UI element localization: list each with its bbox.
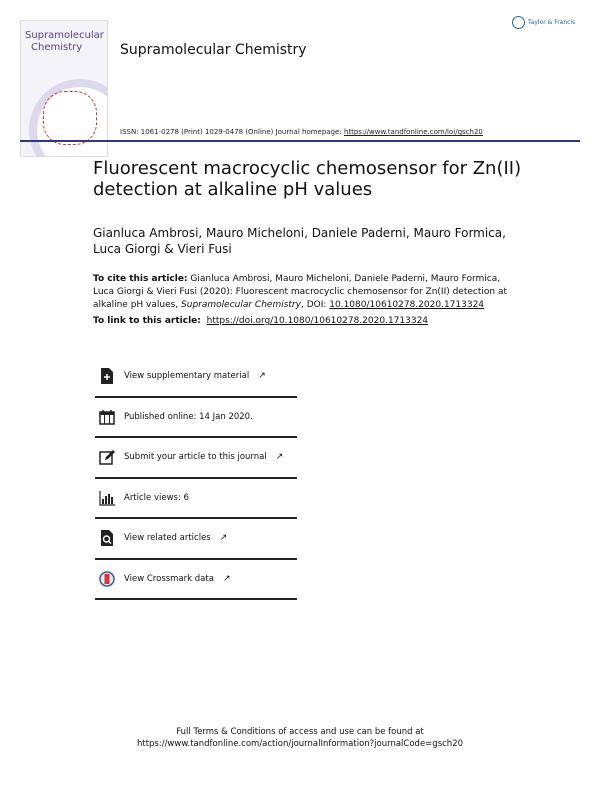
article-title: Fluorescent macrocyclic chemosensor for Zn(II) detection at alkaline pH values [93,158,522,200]
bar-chart-icon [99,490,115,506]
footer: Full Terms & Conditions of access and use can be found at https://www.tandfonline.com/action/journalInformation?journalCode=gsch20 [0,726,600,750]
edit-icon [99,449,115,465]
search-document-icon [99,530,115,546]
issn-line: ISSN: 1061-0278 (Print) 1029-0478 (Online) Journal homepage: https://www.tandfonline.com/loi/gsch20 [120,128,483,136]
doi-link[interactable]: 10.1080/10610278.2020.1713324 [329,300,485,310]
external-link-icon: ↗ [222,573,231,584]
publisher-logo: Taylor & Francis [512,16,575,29]
external-link-icon: ↗ [258,371,266,382]
tf-logo-icon [512,16,525,29]
cover-title-2: Chemistry [31,42,83,53]
article-links-list [95,357,297,600]
calendar-icon [99,409,115,425]
external-link-icon: ↗ [275,452,284,463]
header-divider [20,140,580,142]
article-link: To link to this article: https://doi.org/10.1080/10610278.2020.1713324 [93,316,429,326]
journal-cover-image [20,20,108,157]
views-row: Article views: 6 [95,479,297,520]
related-row[interactable]: View related articles ↗ [95,519,297,560]
molecule-image [43,91,97,145]
crossmark-icon [99,571,115,587]
external-link-icon: ↗ [219,533,228,544]
supplementary-row[interactable]: View supplementary material ↗ [95,357,297,398]
supplementary-file-icon [99,368,115,384]
cover-title: Supramolecular [25,30,104,41]
article-authors: Gianluca Ambrosi, Mauro Micheloni, Daniele Paderni, Mauro Formica, Luca Giorgi & Vieri Fusi [93,226,506,256]
terms-link[interactable]: https://www.tandfonline.com/action/journalInformation?journalCode=gsch20 [136,739,464,749]
journal-homepage-link[interactable]: https://www.tandfonline.com/loi/gsch20 [343,128,483,136]
published-row: Published online: 14 Jan 2020. [95,398,297,439]
article-url[interactable]: https://doi.org/10.1080/10610278.2020.1713324 [206,316,429,326]
submit-row[interactable]: Submit your article to this journal ↗ [95,438,297,479]
journal-name: Supramolecular Chemistry [120,42,307,58]
citation: To cite this article: Gianluca Ambrosi, Mauro Micheloni, Daniele Paderni, Mauro Formica, Luca Giorgi & Vieri Fusi (2020): Fluorescent macrocyclic chemosensor for Zn(II) detection at alkaline pH values, Supramolecular Chemistry, DOI: 10.1080/10610278.2020.1713324 [93,274,507,310]
crossmark-row[interactable]: View Crossmark data ↗ [95,560,297,601]
